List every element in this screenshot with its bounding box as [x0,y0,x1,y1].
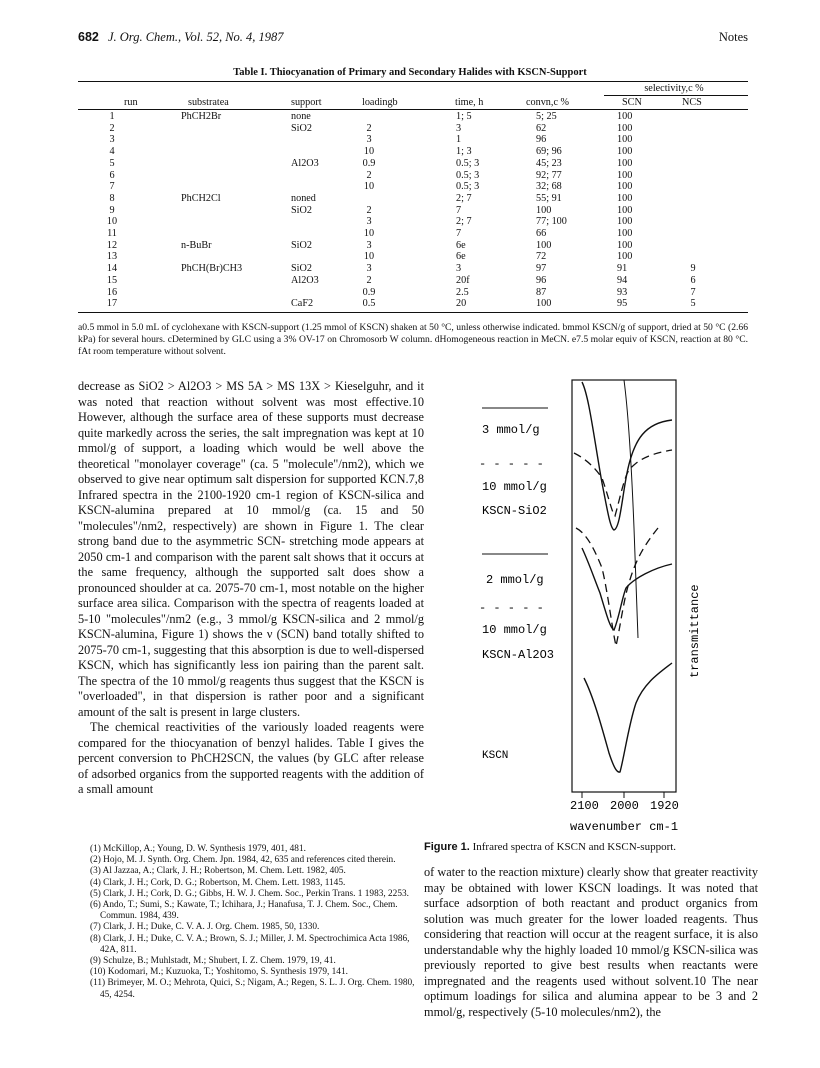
legend-10mmol-alumina: 10 mmol/g [482,623,547,637]
table-cell: 20f [456,274,470,286]
table-cell: 97 [536,263,547,275]
table-cell: 15 [106,274,118,286]
table-cell: 6 [690,274,696,286]
table-cell: 10 [363,251,375,263]
paragraph: decrease as SiO2 > Al2O3 > MS 5A > MS 13X > Kieselguhr, and it was noted that reaction without solvent was most effective.10 However, although the surface area of these supports must decrease quite markedly across the series, the salt impregnation was kept at 10 mmol/g of support, a loading which would be well above the theoretical "monolayer coverage" (ca. 5 "molecule"/nm2), which we observed to give near optimum salt dispersion for supported KCN.7,8 Infrared spectra in the 2100-1920 cm-1 region of KSCN-silica and KSCN-alumina prepared at 10 mmol/g (ca. 15 and 50 "molecules"/nm2, respectively) are shown in Figure 1. The clear strong band due to the asymmetric SCN- stretching mode appears at 2050 cm-1 and comparison with the parent salt shows that it occurs at the same frequency, although the supported salt does show a pronounced shoulder at ca. 2075-70 cm-1, most notable on the higher surface area silica. Comparison with the spectra of reagents loaded at 5-10 "molecules"/nm2 (e.g., 3 mmol/g KSCN-silica and 2 mmol/g KSCN-alumina, Figure 1) shows the ν (SCN) band totally shifted to 2075-70 cm-1, suggesting that this absorption is due to well-dispersed KSCN, which has significantly less ion pairing than the parent salt. The spectra of the 10 mmol/g reagents thus suggest that the KSCN is "overloaded", in that dispersion is rather poor and a significant amount of the salt is present in large clusters. [78,379,424,719]
table-cell: 100 [617,134,633,146]
table-cell: 55; 91 [536,192,562,204]
reference-item: (10) Kodomari, M.; Kuzuoka, T.; Yoshitomo, S. Synthesis 1979, 141. [90,967,348,978]
table-cell: PhCH2Br [181,111,222,122]
reference-line [624,380,638,638]
table-cell: 0.9 [362,157,376,169]
table-cell: 100 [617,157,633,169]
column-header: support [291,97,322,108]
section-label: Notes [718,30,748,44]
table-cell: 100 [617,216,633,228]
table-cell: 100 [617,204,633,216]
table-cell: 92; 77 [536,169,562,181]
table-footnotes: a0.5 mmol in 5.0 mL of cyclohexane with KSCN-support (1.25 mmol of KSCN) shaken at 50 °C, unless otherwise indicated. bmmol KSCN/g of support, dried at 50 °C (2.66 kPa) for several hours. cDetermined by GLC using a 3% OV-17 on Chromosorb W column. dHomogeneous reaction in MeCN. e7.5 molar equiv of KSCN, reaction at 80 °C. fAt room temperature without solvent. [78,322,748,357]
table-top-rule [78,81,748,82]
table-cell: 16 [106,286,118,298]
table-cell: 1 [456,134,462,146]
table-cell: 100 [617,146,633,158]
table-cell: 69; 96 [536,146,562,158]
table-cell: 32; 68 [536,181,562,193]
table-cell: 3 [366,216,372,228]
ir-spectra-figure [424,378,758,838]
table-cell: 100 [617,111,633,122]
table-header-rule [78,109,748,110]
reference-item: (9) Schulze, B.; Muhlstadt, M.; Shubert, I. Z. Chem. 1979, 19, 41. [90,956,336,967]
table-cell: 100 [617,228,633,239]
table-cell: 3 [456,122,462,134]
table-cell: none [291,111,311,122]
table-cell: Al2O3 [291,157,319,169]
table-cell: 5; 25 [536,111,557,122]
table-cell: n-BuBr [181,239,212,251]
table-cell: 7 [456,204,462,216]
table-cell: 2.5 [456,286,469,298]
table-cell: 10 [363,228,375,239]
table-cell: Al2O3 [291,274,319,286]
table-cell: 9 [109,204,115,216]
table-cell: 17 [106,298,118,310]
table-cell: 5 [109,157,115,169]
reference-item: (5) Clark, J. H.; Cork, D. G.; Gibbs, H. W. J. Chem. Soc., Perkin Trans. 1 1983, 2253. [90,888,409,899]
spectrum-kscn-silica-10mmol [574,450,672,516]
legend-2mmol-alumina: 2 mmol/g [486,573,544,587]
reference-item: (11) Brimeyer, M. O.; Mehrota, Quici, S.; Nigam, A.; Regen, S. L. J. Org. Chem. 1980, 45, 4254. [90,978,415,1000]
table-cell: 96 [536,134,547,146]
table-cell: 7 [456,228,462,239]
table-cell: 93 [617,286,628,298]
table-cell: 9 [690,263,696,275]
table-bottom-rule [78,312,748,313]
table-cell: 0.5 [362,298,376,310]
table-cell: 100 [536,204,552,216]
table-cell: 87 [536,286,547,298]
table-cell: 20 [456,298,467,310]
table-cell: 100 [536,239,552,251]
reference-item: (6) Ando, T.; Sumi, S.; Kawate, T.; Ichihara, J.; Hanafusa, T. J. Chem. Soc., Chem. Commun. 1984, 439. [90,900,398,922]
selectivity-header: selectivity,c % [644,83,704,94]
paragraph: The chemical reactivities of the variously loaded reagents were compared for the thiocyanation of benzyl halides. Table I gives the percent conversion to PhCH2SCN, the values (by GLC after release of adsorbed organics from the supported reagents with the addition of a small amount [78,720,424,796]
table-cell: 1; 5 [456,111,472,122]
x-axis-label: wavenumber cm-1 [570,820,679,834]
legend-10mmol-silica: 10 mmol/g [482,480,547,494]
table-cell: 45; 23 [536,157,562,169]
spectrum-kscn [584,663,672,772]
table-cell: 6 [109,169,115,181]
table-cell: 4 [109,146,115,158]
table-cell: 8 [109,192,115,204]
table-cell: 3 [456,263,462,275]
table-cell: SiO2 [291,239,312,251]
table-cell: 0.9 [362,286,376,298]
x-tick-label: 1920 [650,799,679,813]
table-cell: SiO2 [291,204,312,216]
table-cell: 7 [690,286,696,298]
table-caption: Table I. Thiocyanation of Primary and Secondary Halides with KSCN-Support [233,67,587,78]
reference-item: (2) Hojo, M. J. Synth. Org. Chem. Jpn. 1984, 42, 635 and references cited therein. [90,855,396,866]
label-kscn-silica: KSCN-SiO2 [482,504,547,518]
plot-frame [572,380,676,792]
table-cell: 95 [617,298,628,310]
column-header: time, h [455,97,484,108]
table-cell: 94 [617,274,628,286]
table-cell: 100 [617,122,633,134]
column-header: loadingb [362,97,398,108]
table-cell: noned [291,192,316,204]
table-cell: 100 [536,298,552,310]
column-header: NCS [682,97,702,108]
table-cell: 96 [536,274,547,286]
figure-caption-label: Figure 1. [424,841,470,853]
table-cell: SiO2 [291,122,312,134]
table-cell: 2; 7 [456,216,472,228]
x-tick-label: 2100 [570,799,599,813]
table-cell: 14 [106,263,118,275]
figure-caption [424,841,758,853]
table-cell: 2 [109,122,115,134]
column-header: run [124,97,138,108]
reference-item: (3) Al Jazzaa, A.; Clark, J. H.; Robertson, M. Chem. Lett. 1982, 405. [90,866,346,877]
reference-item: (4) Clark, J. H.; Cork, D. G.; Robertson, M. Chem. Lett. 1983, 1145. [90,877,346,888]
table-cell: PhCH2Cl [181,192,221,204]
x-tick-label: 2000 [610,799,639,813]
table-cell: 3 [109,134,115,146]
legend-3mmol-silica: 3 mmol/g [482,423,540,437]
reference-item: (7) Clark, J. H.; Duke, C. V. A. J. Org. Chem. 1985, 50, 1330. [90,922,320,933]
column-header: convn,c % [526,97,569,108]
selectivity-rule [604,95,748,96]
table-cell: 100 [617,169,633,181]
table-cell: 5 [690,298,696,310]
column-header: SCN [622,97,642,108]
table-cell: 11 [107,228,117,239]
table-cell: CaF2 [291,298,314,310]
table-cell: 7 [109,181,115,193]
table-cell: 3 [366,134,372,146]
page-number: 682 [78,30,99,44]
table-cell: 100 [617,181,633,193]
table-cell: 62 [536,122,547,134]
legend-dash-alumina: - - - - - [479,601,544,615]
legend-dash-silica: - - - - - [479,457,544,471]
table-cell: 10 [363,181,375,193]
body-text-left [78,379,424,798]
table-cell: 100 [617,239,633,251]
table-cell: 2 [366,204,372,216]
table-cell: 2 [366,122,372,134]
body-text-right: of water to the reaction mixture) clearly show that greater reactivity may be obtained with lower KSCN loadings. It was noted that surface adsorption of both reactant and product organics from solution was much greater for the lower loaded reagents. Thus considering that reaction will occur at the reagent surface, it is also understandable why the highly loaded 10 mmol/g KSCN-silica was previously reported to give best results when reactants were impregnated and the reagents used without solvent.10 The near optimum loadings for silica and alumina appear to be 3 and 2 mmol/g, respectively (5-10 molecules/nm2), the [424,865,758,1019]
table-cell: 1 [109,111,115,122]
table-cell: 10 [363,146,375,158]
column-header: substratea [188,97,229,108]
table-cell: 2 [366,274,372,286]
table-cell: 3 [366,239,372,251]
table-cell: 100 [617,251,633,263]
table-cell: 66 [536,228,547,239]
table-cell: 0.5; 3 [456,169,480,181]
reference-item: (8) Clark, J. H.; Duke, C. V. A.; Brown, S. J.; Miller, J. M. Spectrochimica Acta 1986, 42A, 811. [90,933,410,955]
reference-list [78,844,424,1001]
label-kscn: KSCN [482,750,509,762]
table-cell: 6e [456,239,466,251]
table-cell: 10 [106,216,118,228]
table-cell: 100 [617,192,633,204]
table-cell: 2 [366,169,372,181]
table-cell: 3 [366,263,372,275]
table-cell: 0.5; 3 [456,157,480,169]
running-header [78,30,748,45]
label-kscn-alumina: KSCN-Al2O3 [482,648,555,662]
table-cell: 1; 3 [456,146,472,158]
table-cell: 72 [536,251,547,263]
table-cell: 77; 100 [536,216,567,228]
table-cell: 12 [106,239,118,251]
table-cell: 0.5; 3 [456,181,480,193]
y-axis-label: transmittance [688,584,702,678]
table-cell: 6e [456,251,466,263]
reference-item: (1) McKillop, A.; Young, D. W. Synthesis 1979, 401, 481. [90,844,306,854]
journal-citation: J. Org. Chem., Vol. 52, No. 4, 1987 [107,30,284,44]
table-cell: 2; 7 [456,192,472,204]
figure-caption-text: Infrared spectra of KSCN and KSCN-support. [472,841,677,853]
table-cell: PhCH(Br)CH3 [181,263,243,275]
spectrum-kscn-alumina-10mmol [576,528,658,646]
table-cell: 91 [617,263,628,275]
table-cell: SiO2 [291,263,312,275]
table-cell: 13 [106,251,118,263]
